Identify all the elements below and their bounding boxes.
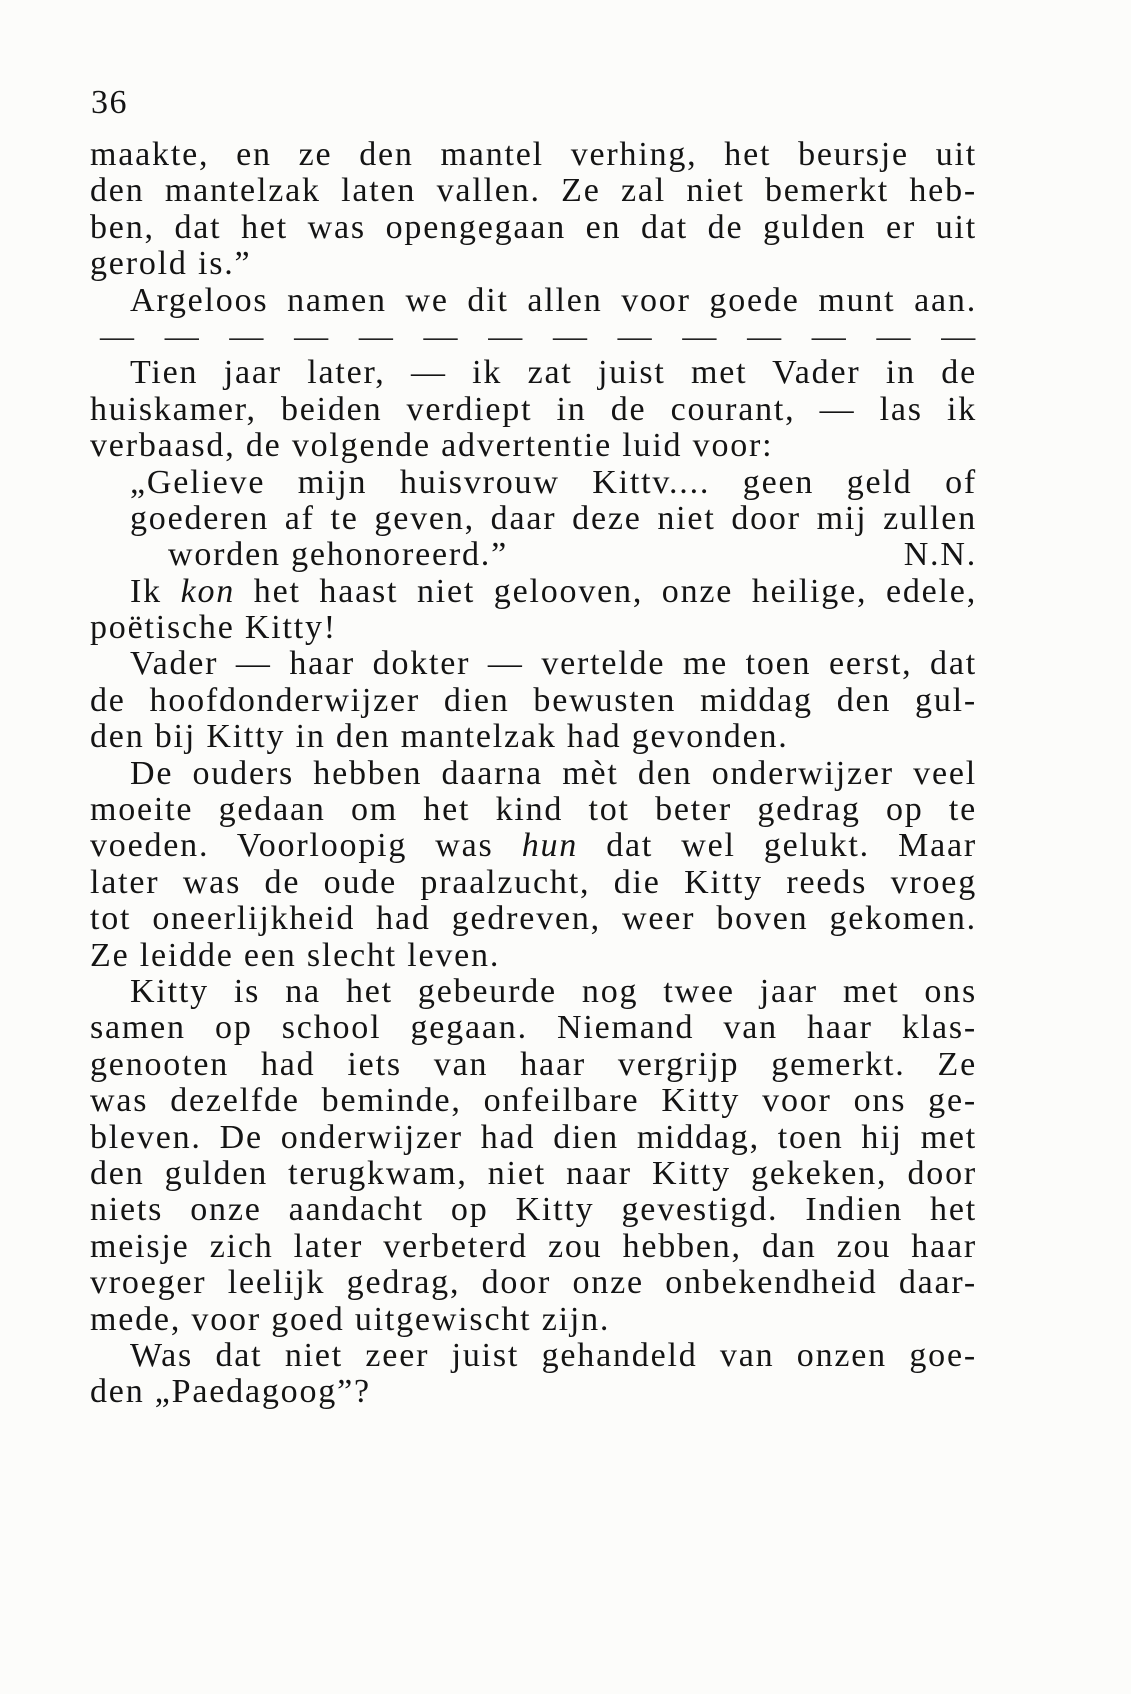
italic-word: hun — [521, 827, 579, 865]
text-line: goederen af te geven, daar deze niet door mij zullen — [130, 499, 977, 537]
text-line — [90, 828, 977, 864]
text-segment: voeden. Voorloopig was — [90, 827, 522, 865]
paragraph — [90, 1338, 977, 1411]
text-line: ben, dat het was opengegaan en dat de gulden er uit — [90, 208, 977, 246]
text-line: samen op school gegaan. Niemand van haar klas- — [90, 1009, 977, 1047]
text-line: gerold is.” — [90, 245, 252, 283]
paragraph — [90, 137, 977, 283]
text-line: Vader — haar dokter — vertelde me toen eerst, dat — [130, 645, 977, 683]
text-line: later was de oude praalzucht, die Kitty reeds vroeg — [90, 863, 977, 901]
text-line: „Gelieve mijn huisvrouw Kittv.... geen geld of — [130, 463, 977, 501]
advertisement-closing: worden gehonoreerd.” — [168, 536, 508, 574]
italic-word: kon — [180, 572, 236, 610]
advertisement-quote — [90, 465, 977, 574]
text-line: moeite gedaan om het kind tot beter gedrag op te — [90, 791, 977, 829]
text-line: Ze leidde een slecht leven. — [90, 936, 501, 974]
text-line: bleven. De onderwijzer had dien middag, toen hij met — [90, 1118, 977, 1156]
text-line: den gulden terugkwam, niet naar Kitty gekeken, door — [90, 1154, 977, 1192]
text-line: niets onze aandacht op Kitty gevestigd. Indien het — [90, 1191, 977, 1229]
text-line: den „Paedagoog”? — [90, 1373, 371, 1411]
advertisement-signature: N.N. — [903, 536, 977, 574]
paragraph — [90, 283, 977, 319]
text-line: verbaasd, de volgende advertentie luid voor: — [90, 427, 774, 465]
text-segment: dat wel gelukt. Maar — [578, 827, 977, 865]
text-line: meisje zich later verbeterd zou hebben, dan zou haar — [90, 1227, 977, 1265]
text-line: Tien jaar later, — ik zat juist met Vader in de — [130, 354, 977, 392]
text-line: maakte, en ze den mantel verhing, het beursje uit — [90, 136, 977, 173]
paragraph — [90, 646, 977, 755]
text-line: poëtische Kitty! — [90, 609, 337, 647]
page-number: 36 — [91, 84, 128, 121]
text-line: Kitty is na het gebeurde nog twee jaar met ons — [130, 972, 977, 1010]
text-segment: Ik — [130, 572, 181, 610]
text-line: huiskamer, beiden verdiept in de courant, — las ik — [90, 390, 977, 428]
text-line: De ouders hebben daarna mèt den onderwijzer veel — [130, 754, 977, 792]
text-line: Argeloos namen we dit allen voor goede munt aan. — [130, 281, 977, 319]
text-line: vroeger leelijk gedrag, door onze onbekendheid daar- — [90, 1264, 977, 1302]
text-line — [90, 574, 977, 610]
section-separator: — — — — — — — — — — — — — — — [100, 317, 977, 355]
text-line: was dezelfde beminde, onfeilbare Kitty voor ons ge- — [90, 1082, 977, 1120]
text-line: den mantelzak laten vallen. Ze zal niet bemerkt heb- — [90, 172, 977, 210]
text-line: tot oneerlijkheid had gedreven, weer boven gekomen. — [90, 900, 977, 938]
text-line: de hoofdonderwijzer dien bewusten middag den gul- — [90, 681, 977, 719]
paragraph — [90, 574, 977, 647]
text-line — [90, 537, 977, 573]
paragraph — [90, 756, 977, 974]
text-line: den bij Kitty in den mantelzak had gevonden. — [90, 718, 789, 756]
paragraph — [90, 974, 977, 1338]
text-line: Was dat niet zeer juist gehandeld van onzen goe- — [130, 1336, 977, 1374]
paragraph — [90, 355, 977, 464]
page-body — [90, 137, 977, 1411]
text-line: mede, voor goed uitgewischt zijn. — [90, 1300, 611, 1338]
text-segment: het haast niet gelooven, onze heilige, edele, — [235, 572, 977, 610]
text-line: genooten had iets van haar vergrijp gemerkt. Ze — [90, 1045, 977, 1083]
